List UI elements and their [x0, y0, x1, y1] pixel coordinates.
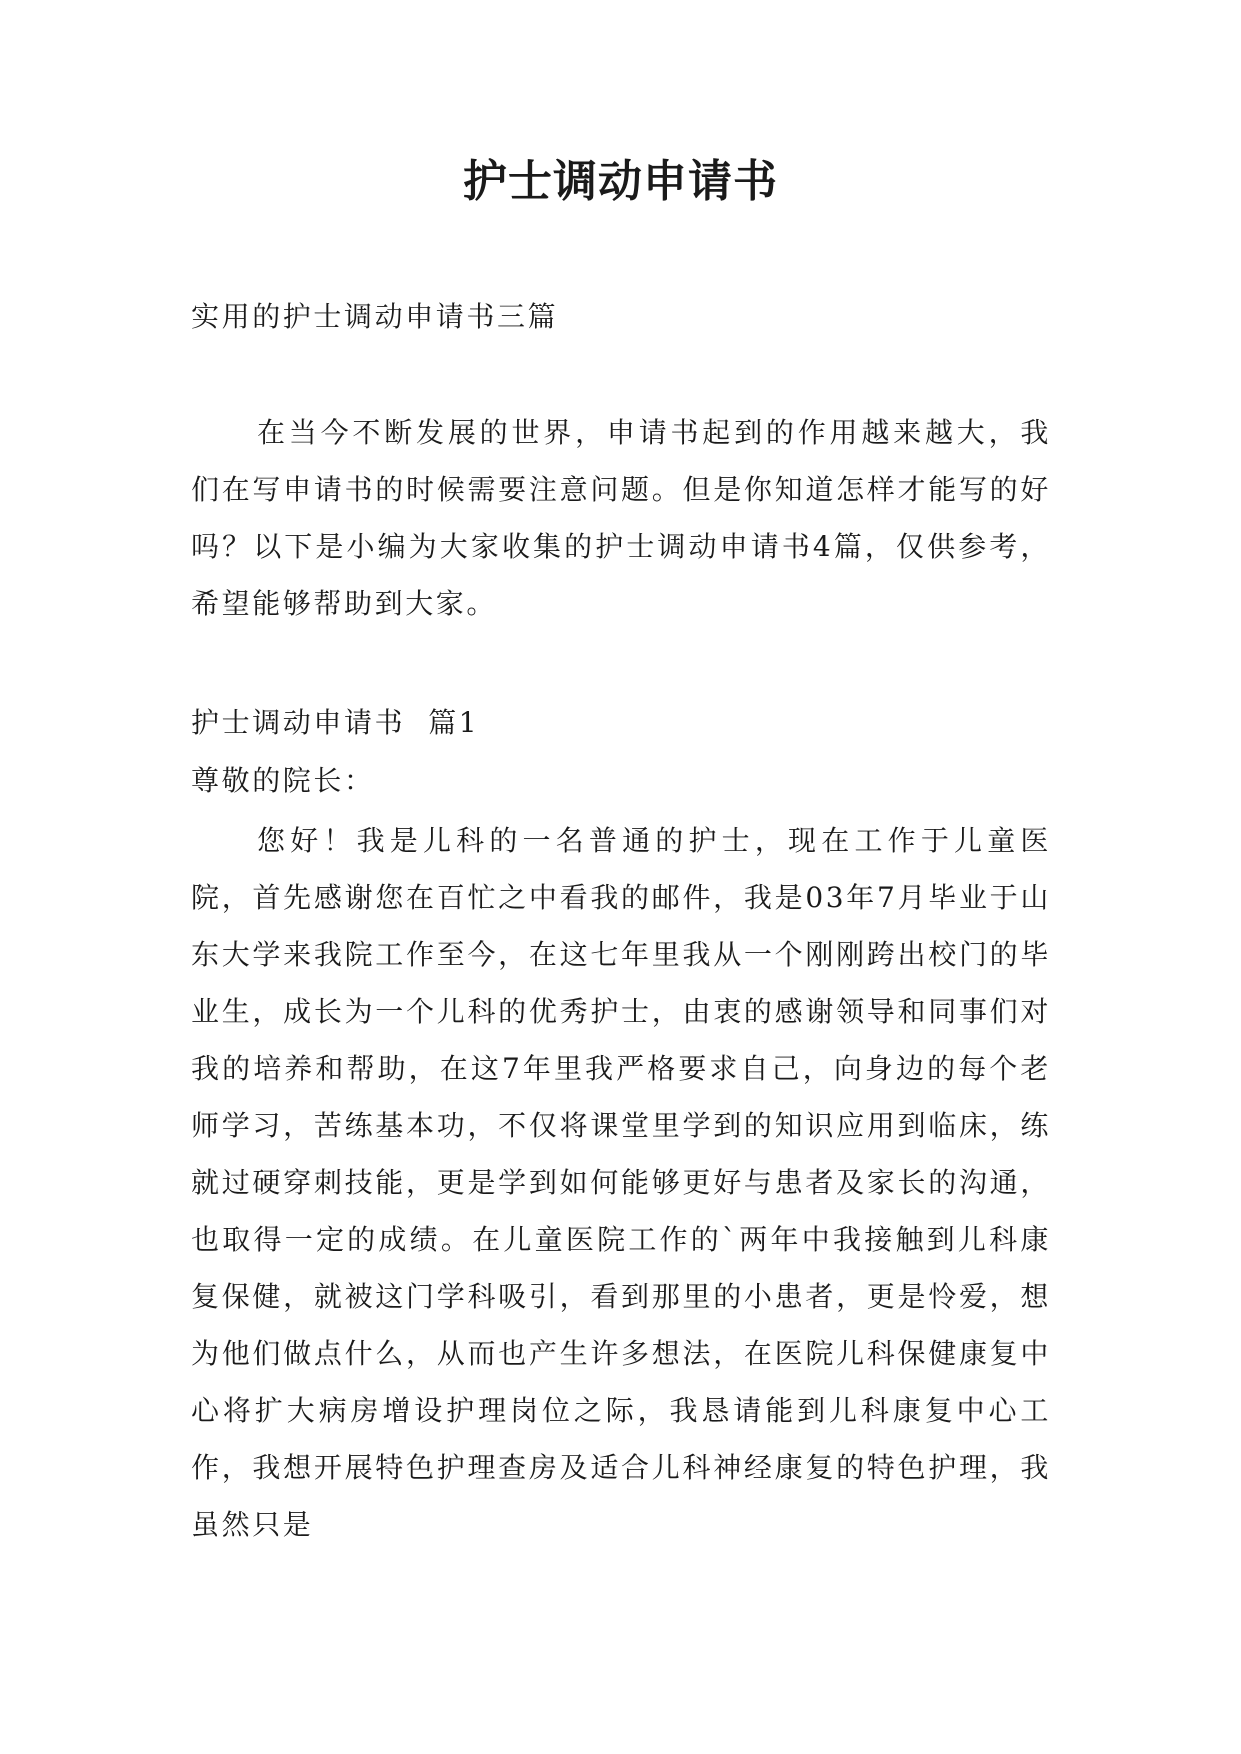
- salutation: 尊敬的院长：: [191, 764, 375, 797]
- intro-paragraph: 在当今不断发展的世界，申请书起到的作用越来越大，我们在写申请书的时候需要注意问题。但是你知道怎样才能写的好吗？以下是小编为大家收集的护士调动申请书4篇，仅供参考，希望能够帮助到大家。: [191, 416, 1051, 620]
- section-heading: 护士调动申请书 篇1: [191, 706, 480, 739]
- document-subtitle: 实用的护士调动申请书三篇: [191, 300, 559, 333]
- document-title: 护士调动申请书: [463, 156, 778, 207]
- body-paragraph: 您好！我是儿科的一名普通的护士，现在工作于儿童医院，首先感谢您在百忙之中看我的邮件，我是03年7月毕业于山东大学来我院工作至今，在这七年里我从一个刚刚跨出校门的毕业生，成长为一个儿科的优秀护士，由衷的感谢领导和同事们对我的培养和帮助，在这7年里我严格要求自己，向身边的每个老师学习，苦练基本功，不仅将课堂里学到的知识应用到临床，练就过硬穿刺技能，更是学到如何能够更好与患者及家长的沟通，也取得一定的成绩。在儿童医院工作的`两年中我接触到儿科康复保健，就被这门学科吸引，看到那里的小患者，更是怜爱，想为他们做点什么，从而也产生许多想法，在医院儿科保健康复中心将扩大病房增设护理岗位之际，我恳请能到儿科康复中心工作，我想开展特色护理查房及适合儿科神经康复的特色护理，我虽然只是: [191, 824, 1051, 1541]
